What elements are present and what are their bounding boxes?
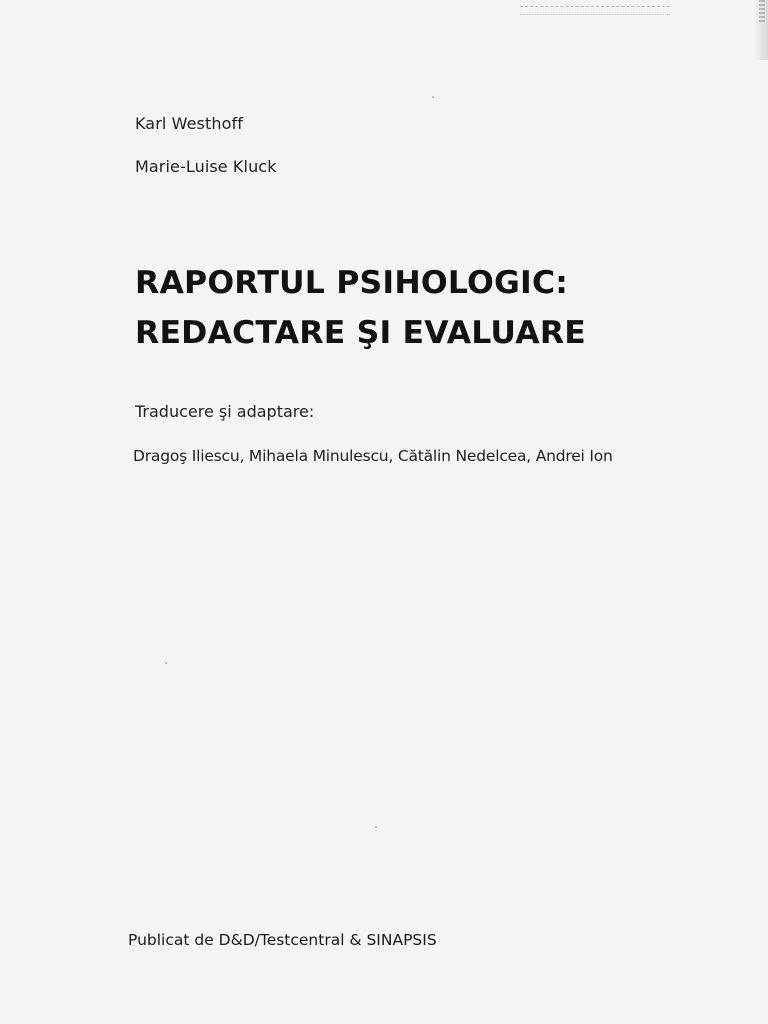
publisher-line: Publicat de D&D/Testcentral & SINAPSIS xyxy=(128,931,437,949)
scan-artifact-line xyxy=(520,6,670,8)
scan-artifact-line xyxy=(520,14,670,16)
scan-edge-speck xyxy=(759,0,765,22)
translators-list: Dragoş Iliescu, Mihaela Minulescu, Cătălin Nedelcea, Andrei Ion xyxy=(133,447,613,465)
scan-speck xyxy=(432,96,434,98)
book-title-line: REDACTARE ŞI EVALUARE xyxy=(135,315,586,351)
author-name: Marie-Luise Kluck xyxy=(135,157,277,176)
scan-speck xyxy=(165,662,167,664)
translation-label: Traducere şi adaptare: xyxy=(135,402,315,421)
scan-speck xyxy=(375,826,377,828)
book-title xyxy=(135,258,586,358)
book-title-line: RAPORTUL PSIHOLOGIC: xyxy=(135,265,569,301)
author-name: Karl Westhoff xyxy=(135,114,243,133)
